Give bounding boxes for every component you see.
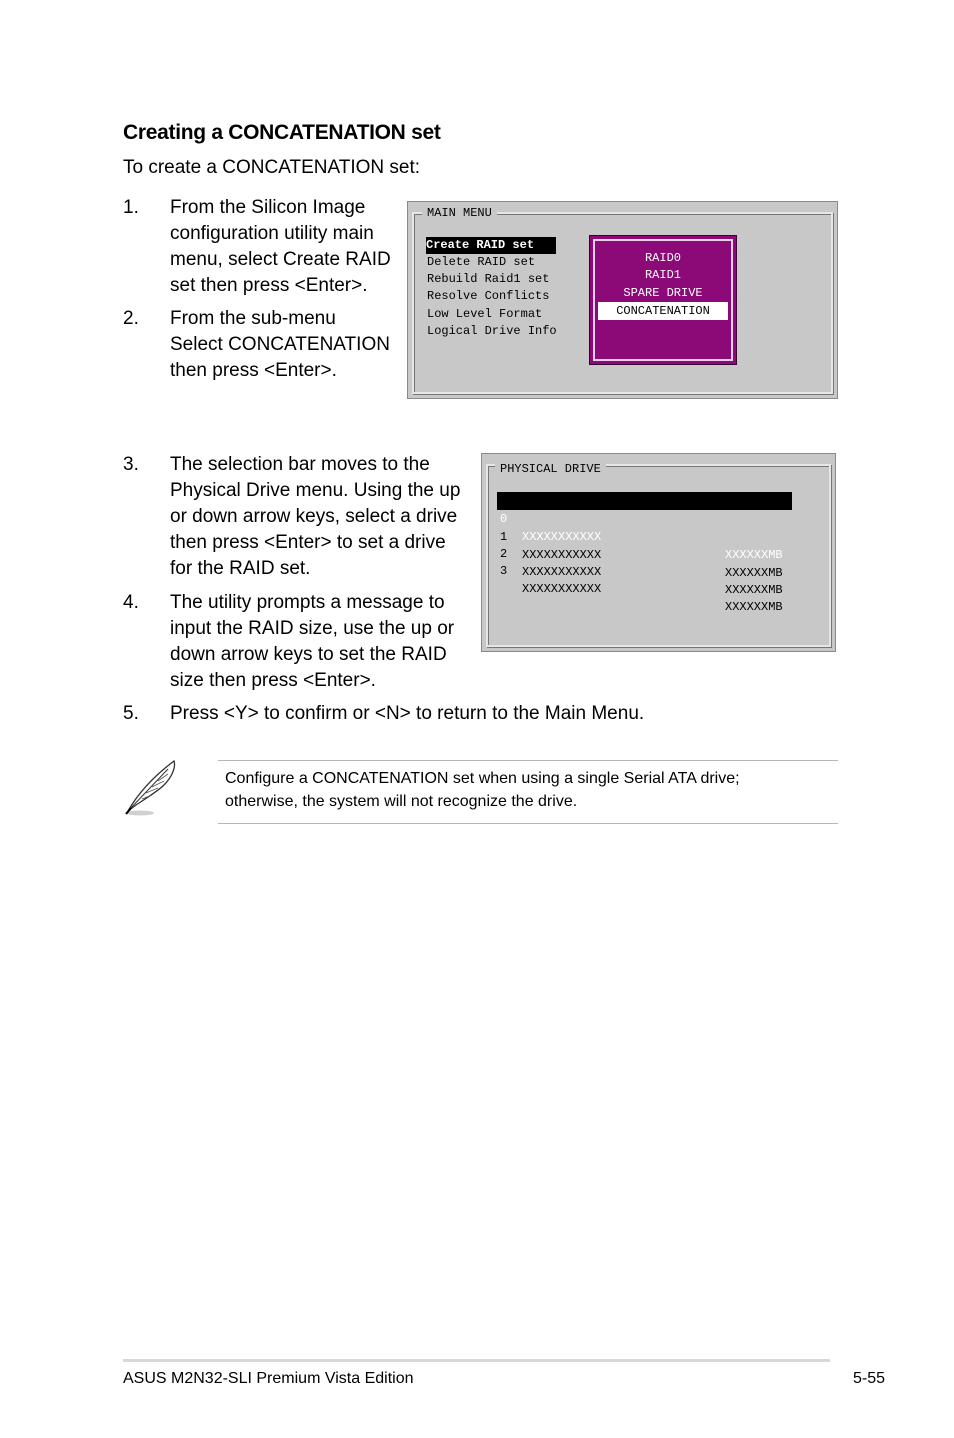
step-3	[123, 452, 473, 582]
note-line: Configure a CONCATENATION set when using a single Serial ATA drive;	[225, 770, 740, 787]
drive-row-2[interactable]	[497, 527, 792, 597]
note-line: otherwise, the system will not recognize the drive.	[225, 793, 578, 810]
raid-type-submenu	[589, 235, 737, 365]
step-1	[123, 195, 413, 299]
step-line: input the RAID size, use the up or	[170, 618, 455, 639]
drive-row-3[interactable]	[497, 544, 792, 614]
step-line: Physical Drive menu. Using the up	[170, 480, 461, 501]
physical-drive-caption: PHYSICAL DRIVE	[495, 462, 606, 476]
drive-name: XXXXXXXXXXX	[522, 548, 602, 562]
note-top-rule	[218, 760, 838, 761]
note-bottom-rule	[218, 823, 838, 824]
step-line: for the RAID set.	[170, 558, 311, 579]
drive-name: XXXXXXXXXXX	[522, 582, 602, 596]
step-line: Select CONCATENATION	[170, 334, 390, 355]
drive-size: XXXXXXMB	[725, 566, 783, 580]
footer-title: ASUS M2N32-SLI Premium Vista Edition	[123, 1370, 414, 1387]
step-line: size then press <Enter>.	[170, 670, 376, 691]
note-text	[225, 767, 825, 813]
submenu-item-spare-drive[interactable]: SPARE DRIVE	[623, 286, 703, 300]
step-line: configuration utility main	[170, 223, 374, 244]
step-line: then press <Enter>.	[170, 360, 337, 381]
page-number: 5-55	[853, 1370, 886, 1387]
submenu-item-concatenation[interactable]: CONCATENATION	[598, 302, 728, 320]
step-line: menu, select Create RAID	[170, 249, 391, 270]
step-line: set then press <Enter>.	[170, 275, 368, 296]
submenu-item-raid0[interactable]: RAID0	[644, 251, 681, 265]
intro-text: To create a CONCATENATION set:	[123, 157, 421, 178]
step-number: 4.	[123, 592, 139, 613]
step-number: 3.	[123, 454, 139, 475]
menu-item-create-raid-set[interactable]: Create RAID set	[426, 237, 556, 254]
physical-drive-screen	[481, 453, 836, 652]
step-line: or down arrow keys, select a drive	[170, 506, 458, 527]
drive-row-0[interactable]	[497, 492, 792, 562]
step-line: From the sub-menu	[170, 308, 336, 329]
drive-size: XXXXXXMB	[725, 600, 783, 614]
drive-row-1[interactable]	[497, 510, 792, 580]
drive-index: 0	[500, 512, 508, 526]
menu-item-resolve-conflicts[interactable]: Resolve Conflicts	[427, 289, 550, 303]
main-menu-caption: MAIN MENU	[422, 206, 497, 220]
step-line: Press <Y> to confirm or <N> to return to the Main Menu.	[170, 703, 645, 724]
main-menu-screen	[407, 201, 838, 399]
drive-name: XXXXXXXXXXX	[522, 565, 602, 579]
step-2	[123, 306, 413, 386]
step-line: The selection bar moves to the	[170, 454, 430, 475]
step-line: then press <Enter> to set a drive	[170, 532, 446, 553]
menu-item-logical-drive-info[interactable]: Logical Drive Info	[427, 324, 557, 338]
menu-item-delete-raid-set[interactable]: Delete RAID set	[427, 255, 536, 269]
step-4	[123, 590, 473, 694]
drive-name: XXXXXXXXXXX	[522, 530, 602, 544]
step-number: 2.	[123, 308, 139, 329]
menu-item-low-level-format[interactable]: Low Level Format	[427, 307, 543, 321]
step-line: From the Silicon Image	[170, 197, 366, 218]
menu-item-rebuild-raid1-set[interactable]: Rebuild Raid1 set	[427, 272, 550, 286]
footer-rule	[123, 1359, 830, 1362]
step-number: 1.	[123, 197, 139, 218]
feather-pen-icon	[122, 757, 184, 819]
step-line: The utility prompts a message to	[170, 592, 445, 613]
section-heading: Creating a CONCATENATION set	[123, 121, 441, 144]
drive-index: 3	[500, 564, 508, 578]
step-line: down arrow keys to set the RAID	[170, 644, 447, 665]
drive-size: XXXXXXMB	[725, 583, 783, 597]
step-5	[123, 701, 823, 727]
step-number: 5.	[123, 703, 139, 724]
drive-index: 1	[500, 530, 508, 544]
submenu-item-raid1[interactable]: RAID1	[644, 268, 681, 282]
drive-index: 2	[500, 547, 508, 561]
drive-size: XXXXXXMB	[725, 548, 783, 562]
